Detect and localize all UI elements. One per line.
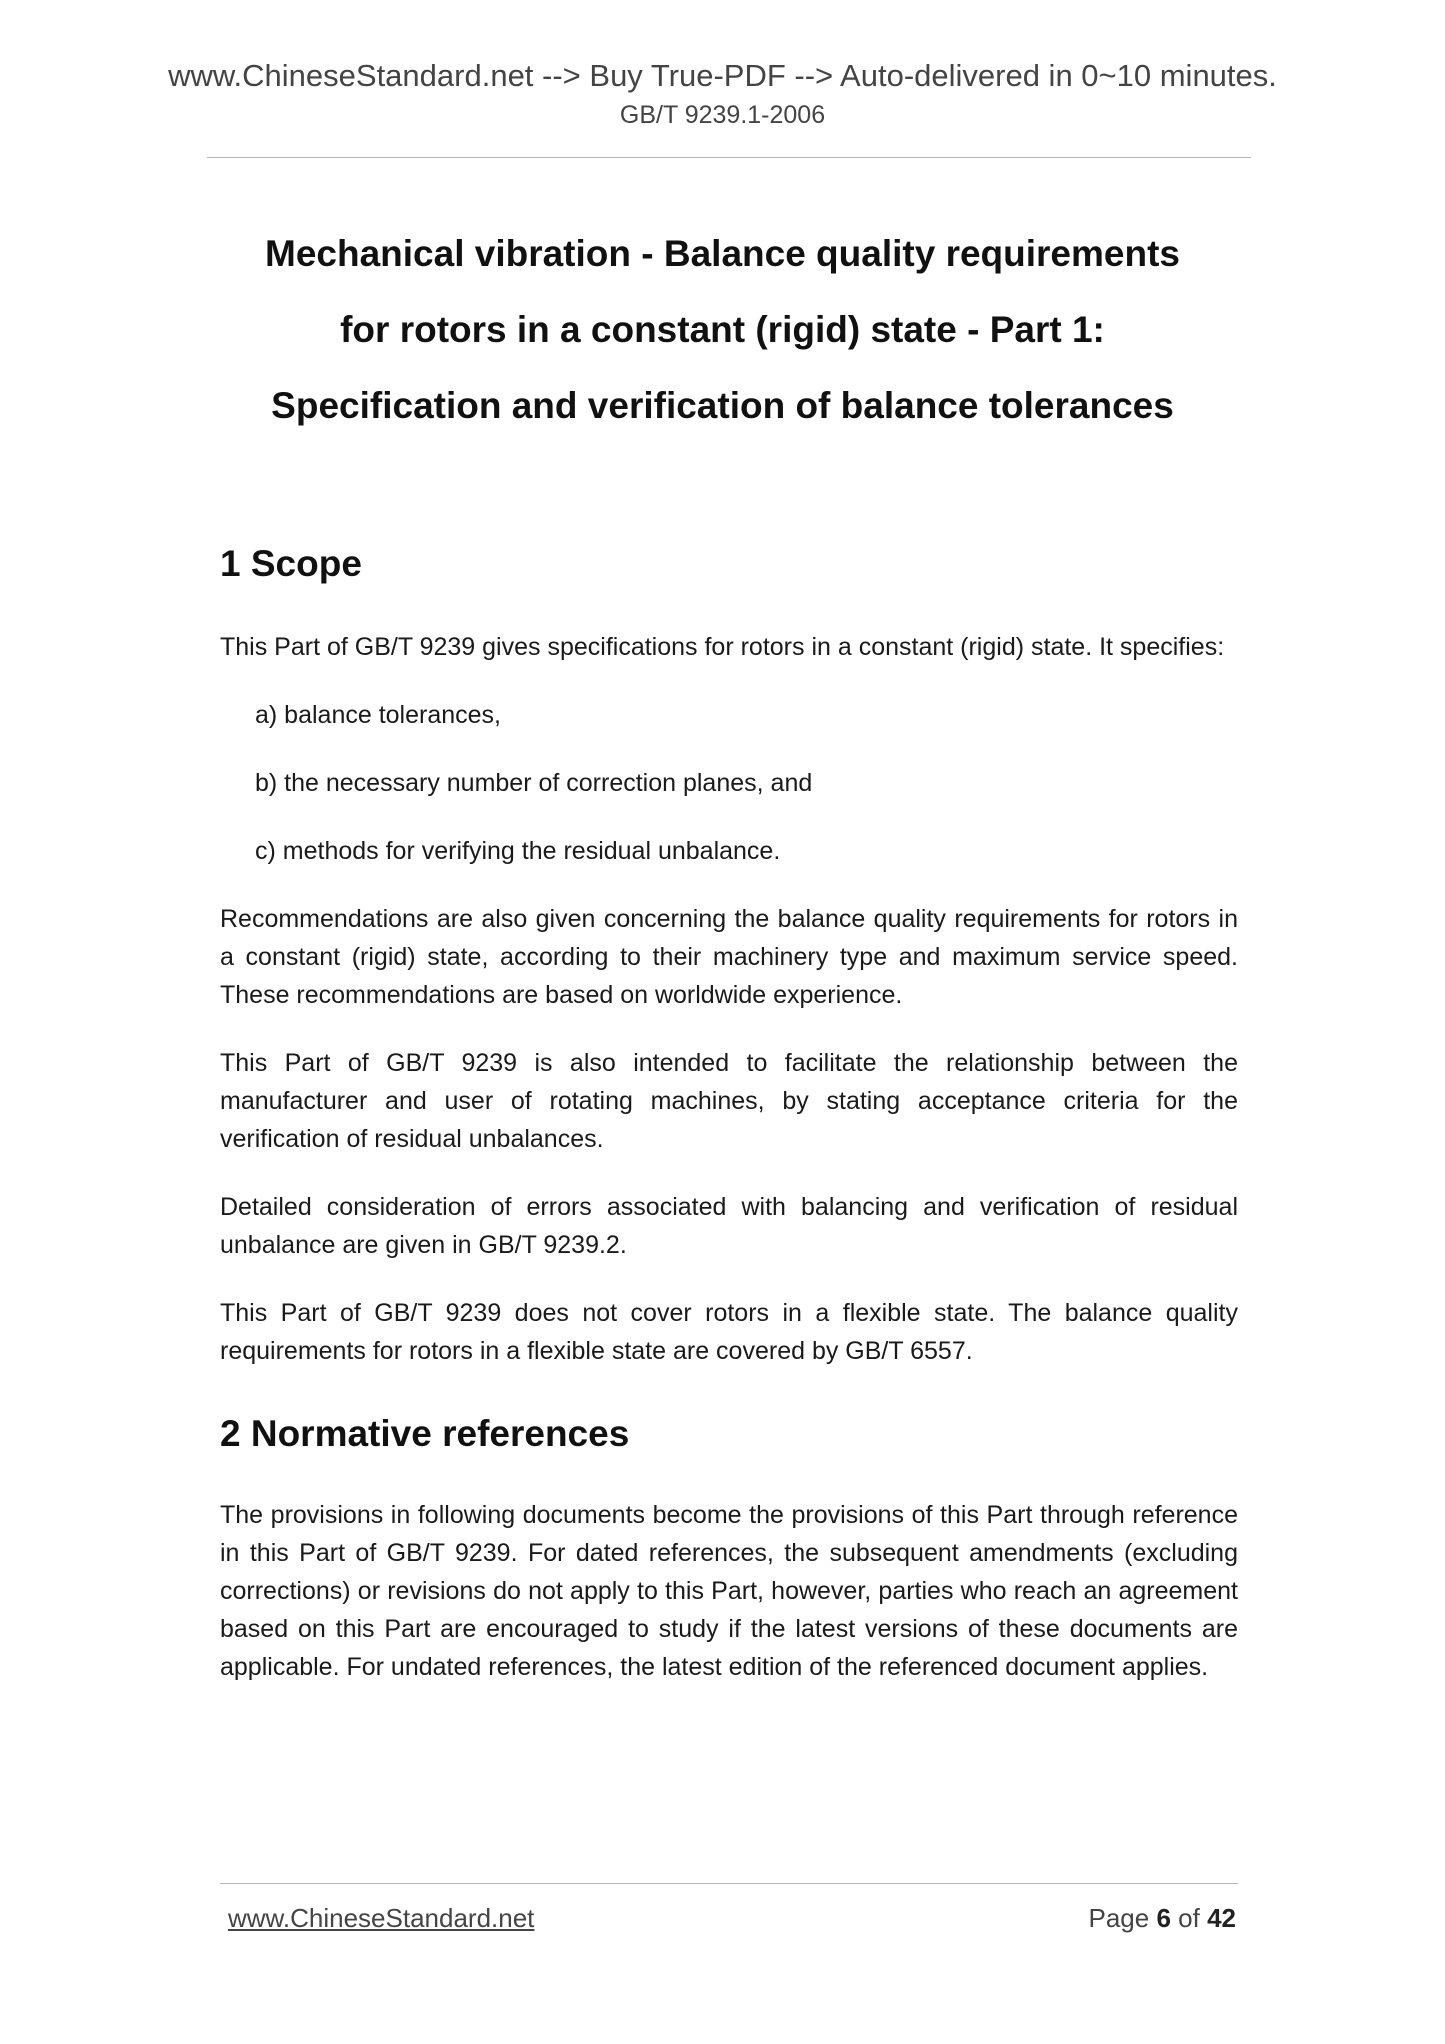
document-title xyxy=(0,216,1445,444)
header-banner-text: www.ChineseStandard.net --> Buy True-PDF --> Auto-delivered in 0~10 minutes. xyxy=(168,58,1277,93)
scope-paragraph-4: Detailed consideration of errors associated with balancing and verification of residual unbalance are given in GB/T 9239.2. xyxy=(220,1193,1238,1259)
scope-list-item-b: b) the necessary number of correction planes, and xyxy=(255,769,813,797)
document-body xyxy=(220,540,1238,1686)
scope-list-item-a: a) balance tolerances, xyxy=(255,701,501,729)
header-standard-number: GB/T 9239.1-2006 xyxy=(619,101,826,129)
normative-references-paragraph: The provisions in following documents become the provisions of this Part through reference in this Part of GB/T 9239. For dated references, the subsequent amendments (excluding corrections) or revisions do not apply to this Part, however, parties who reach an agreement based on this Part are encouraged to study if the latest versions of these documents are applicable. For undated references, the latest edition of the referenced document applies. xyxy=(220,1501,1238,1681)
title-line-3: Specification and verification of balance tolerances xyxy=(271,385,1174,426)
page-total: 42 xyxy=(1207,1903,1236,1933)
page-number xyxy=(1088,1900,1236,1936)
title-line-2: for rotors in a constant (rigid) state - Part 1: xyxy=(340,309,1105,350)
footer-website-link[interactable]: www.ChineseStandard.net xyxy=(228,1903,535,1933)
footer-divider xyxy=(220,1883,1238,1884)
scope-paragraph-1: This Part of GB/T 9239 gives specifications for rotors in a constant (rigid) state. It specifies: xyxy=(220,633,1225,661)
scope-paragraph-3: This Part of GB/T 9239 is also intended to facilitate the relationship between the manufacturer and user of rotating machines, by stating acceptance criteria for the verification of residual unbalances. xyxy=(220,1049,1238,1153)
scope-list-item-c: c) methods for verifying the residual unbalance. xyxy=(255,837,781,865)
header-divider xyxy=(207,157,1251,158)
scope-paragraph-5: This Part of GB/T 9239 does not cover rotors in a flexible state. The balance quality requirements for rotors in a flexible state are covered by GB/T 6557. xyxy=(220,1299,1238,1365)
section-heading-normative-references: 2 Normative references xyxy=(220,1413,630,1454)
scope-paragraph-2: Recommendations are also given concerning the balance quality requirements for rotors in a constant (rigid) state, according to their machinery type and maximum service speed. These recommendations are based on worldwide experience. xyxy=(220,905,1238,1009)
page-of-word: of xyxy=(1178,1903,1200,1933)
title-line-1: Mechanical vibration - Balance quality requirements xyxy=(265,233,1180,274)
page-word: Page xyxy=(1088,1903,1150,1933)
page-current: 6 xyxy=(1156,1903,1171,1933)
page-header xyxy=(0,56,1445,132)
section-heading-scope: 1 Scope xyxy=(220,543,362,584)
